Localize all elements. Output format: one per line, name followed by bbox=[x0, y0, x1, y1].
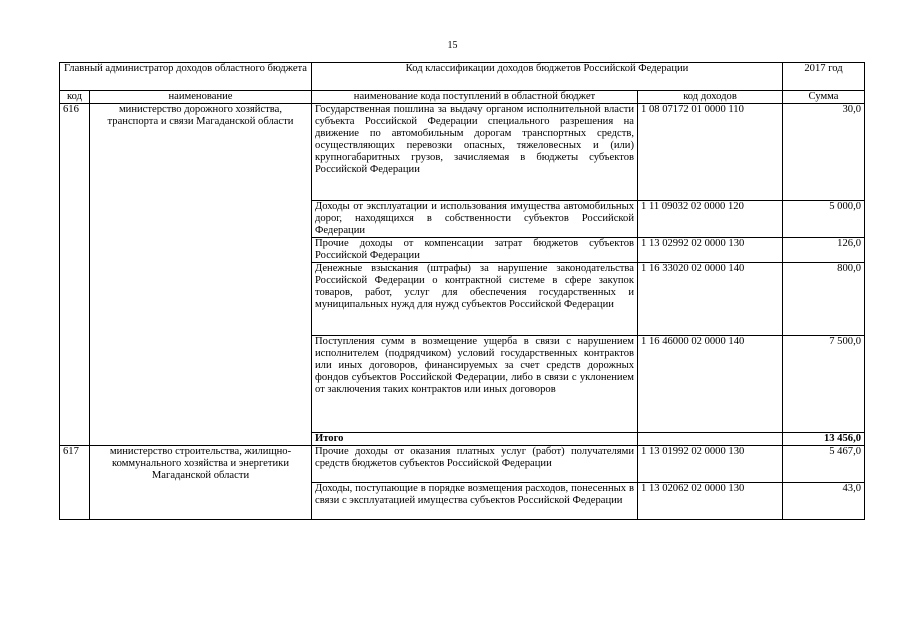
income-description: Прочие доходы от оказания платных услуг (работ) получателями средств бюджетов субъектов Российской Федерации bbox=[312, 446, 638, 483]
income-code: 1 16 33020 02 0000 140 bbox=[638, 263, 783, 336]
income-description: Доходы, поступающие в порядке возмещения расходов, понесенных в связи с эксплуатацией имущества субъектов Российской Федерации bbox=[312, 483, 638, 520]
header-code: код bbox=[60, 91, 90, 104]
total-code-empty bbox=[638, 433, 783, 446]
total-label: Итого bbox=[312, 433, 638, 446]
income-description: Поступления сумм в возмещение ущерба в связи с нарушением исполнителем (подрядчиком) условий государственных контрактов или иных договоров, финансируемых за счет средств дорожных фондов субъектов Российской Федерации, либо в связи с уклонением от заключения таких контрактов или иных договоров bbox=[312, 336, 638, 433]
income-amount: 5 467,0 bbox=[783, 446, 865, 483]
header-sum: Сумма bbox=[783, 91, 865, 104]
admin-code: 616 bbox=[60, 104, 90, 446]
table-row bbox=[60, 104, 865, 201]
header-name: наименование bbox=[90, 91, 312, 104]
income-amount: 800,0 bbox=[783, 263, 865, 336]
income-code: 1 13 02992 02 0000 130 bbox=[638, 238, 783, 263]
header-year: 2017 год bbox=[783, 63, 865, 91]
admin-name: министерство дорожного хозяйства, транспорта и связи Магаданской области bbox=[90, 104, 312, 446]
header-income-name: наименование кода поступлений в областной бюджет bbox=[312, 91, 638, 104]
income-code: 1 11 09032 02 0000 120 bbox=[638, 201, 783, 238]
page-number: 15 bbox=[447, 40, 458, 51]
table-row bbox=[60, 446, 865, 483]
admin-code: 617 bbox=[60, 446, 90, 520]
income-code: 1 08 07172 01 0000 110 bbox=[638, 104, 783, 201]
header-row-2 bbox=[60, 91, 865, 104]
income-amount: 5 000,0 bbox=[783, 201, 865, 238]
income-description: Государственная пошлина за выдачу органом исполнительной власти субъекта Российской Федерации специального разрешения на движение по автомобильным дорогам транспортных средств, осуществляющих перевозки опасных, тяжеловесных и (или) крупногабаритных грузов, зачисляемая в бюджеты субъектов Российской Федерации bbox=[312, 104, 638, 201]
header-class-group: Код классификации доходов бюджетов Российской Федерации bbox=[312, 63, 783, 91]
income-amount: 126,0 bbox=[783, 238, 865, 263]
income-description: Доходы от эксплуатации и использования имущества автомобильных дорог, находящихся в собственности субъектов Российской Федерации bbox=[312, 201, 638, 238]
total-amount: 13 456,0 bbox=[783, 433, 865, 446]
income-code: 1 16 46000 02 0000 140 bbox=[638, 336, 783, 433]
header-row-1 bbox=[60, 63, 865, 91]
income-description: Денежные взыскания (штрафы) за нарушение законодательства Российской Федерации о контрактной системе в сфере закупок товаров, работ, услуг для обеспечения государственных и муниципальных нужд для нужд субъектов Российской Федерации bbox=[312, 263, 638, 336]
income-amount: 7 500,0 bbox=[783, 336, 865, 433]
header-admin-group: Главный администратор доходов областного бюджета bbox=[60, 63, 312, 91]
income-amount: 30,0 bbox=[783, 104, 865, 201]
income-code: 1 13 02062 02 0000 130 bbox=[638, 483, 783, 520]
admin-name: министерство строительства, жилищно-коммунального хозяйства и энергетики Магаданской области bbox=[90, 446, 312, 520]
income-description: Прочие доходы от компенсации затрат бюджетов субъектов Российской Федерации bbox=[312, 238, 638, 263]
header-income-code: код доходов bbox=[638, 91, 783, 104]
income-amount: 43,0 bbox=[783, 483, 865, 520]
income-code: 1 13 01992 02 0000 130 bbox=[638, 446, 783, 483]
income-table bbox=[59, 62, 865, 520]
